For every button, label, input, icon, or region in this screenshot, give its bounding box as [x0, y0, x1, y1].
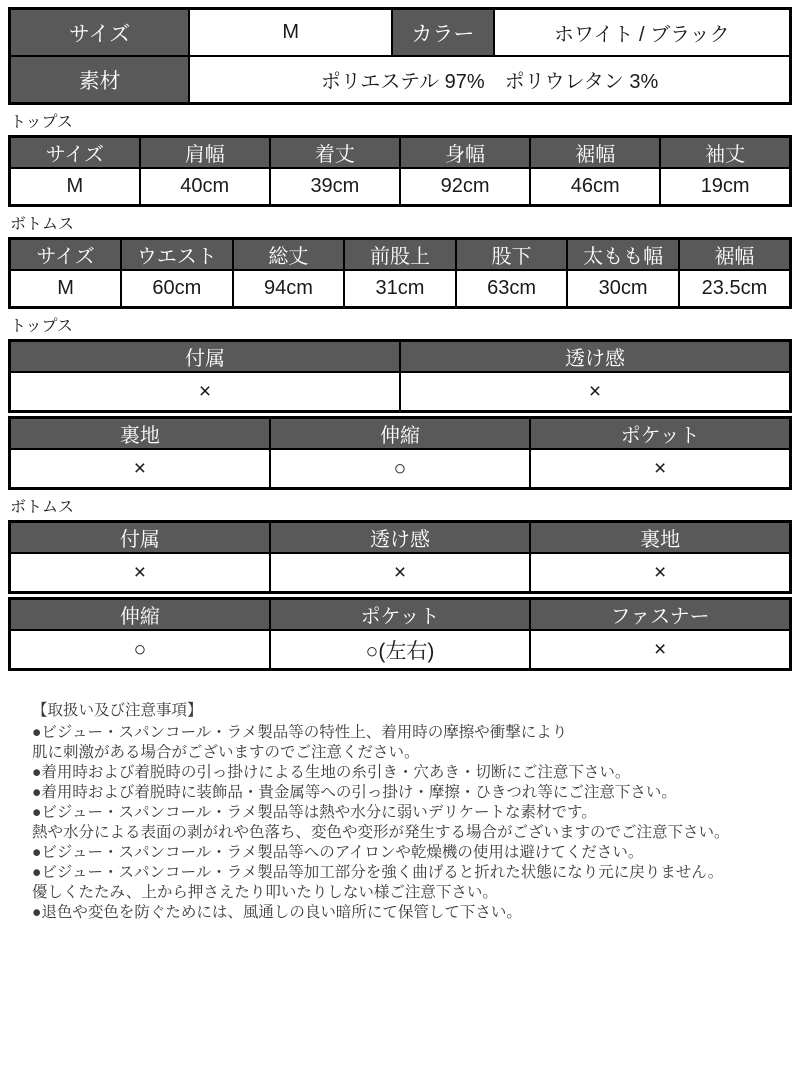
table-header-cell: 裾幅	[679, 239, 791, 271]
bottoms-features-header-row-1	[10, 522, 791, 554]
bottoms-size-table	[8, 237, 792, 309]
care-note-line: 肌に刺激がある場合がございますのでご注意ください。	[32, 744, 420, 761]
bottoms-features-value-row-2	[10, 630, 791, 670]
care-note-line: ●退色や変色を防ぐためには、風通しの良い暗所にて保管して下さい。	[32, 904, 522, 921]
care-note-line: ●ビジュー・スパンコール・ラメ製品等へのアイロンや乾燥機の使用は避けてください。	[32, 844, 644, 861]
table-value-cell: 46cm	[530, 168, 660, 206]
table-header-cell: 透け感	[270, 522, 530, 554]
care-note-line: ●着用時および着脱時に装飾品・貴金属等への引っ掛け・摩擦・ひきつれ等にご注意下さい。	[32, 784, 677, 801]
table-header-cell: 裾幅	[530, 137, 660, 169]
table-value-cell: 40cm	[140, 168, 270, 206]
table-header-cell: 付属	[10, 522, 270, 554]
table-value-cell: 31cm	[344, 270, 456, 308]
table-header-cell: 裏地	[530, 522, 790, 554]
size-header-cell: サイズ	[10, 9, 190, 57]
material-value-cell: ポリエステル 97% ポリウレタン 3%	[189, 56, 790, 104]
table-header-cell: ファスナー	[530, 599, 790, 631]
table-header-cell: ポケット	[270, 599, 530, 631]
tops-features-header-row-2	[10, 418, 791, 450]
bottoms-features-value-row-1	[10, 553, 791, 593]
table-header-cell: 着丈	[270, 137, 400, 169]
care-notes-title: 【取扱い及び注意事項】	[32, 702, 203, 719]
table-header-cell: 太もも幅	[567, 239, 679, 271]
table-header-cell: 付属	[10, 341, 401, 373]
tops-features-table-upper	[8, 339, 792, 413]
size-value-cell: M	[189, 9, 392, 57]
table-header-cell: 伸縮	[270, 418, 530, 450]
table-value-cell: 92cm	[400, 168, 530, 206]
tops-size-table	[8, 135, 792, 207]
table-value-cell: 60cm	[121, 270, 233, 308]
table-value-cell: ×	[530, 553, 790, 593]
table-header-cell: 肩幅	[140, 137, 270, 169]
table-header-cell: 裏地	[10, 418, 270, 450]
spec-row-size-color	[10, 9, 791, 57]
table-value-cell: ○(左右)	[270, 630, 530, 670]
tops-features-table-lower	[8, 416, 792, 490]
table-header-cell: ポケット	[530, 418, 790, 450]
care-note-line: ●ビジュー・スパンコール・ラメ製品等は熱や水分に弱いデリケートな素材です。	[32, 804, 597, 821]
table-header-cell: 股下	[456, 239, 568, 271]
care-note-line: 熱や水分による表面の剥がれや色落ち、変色や変形が発生する場合がございますのでご注意下さい。	[32, 824, 730, 841]
care-notes	[32, 701, 792, 923]
bottoms-size-section-label: ボトムス	[10, 216, 75, 233]
tops-size-section-label: トップス	[10, 114, 73, 131]
tops-features-section-label: トップス	[10, 318, 73, 335]
color-value-cell: ホワイト / ブラック	[494, 9, 791, 57]
bottoms-size-value-row	[10, 270, 791, 308]
table-value-cell: M	[10, 168, 140, 206]
table-value-cell: 39cm	[270, 168, 400, 206]
table-value-cell: ○	[10, 630, 270, 670]
care-note-line: ●ビジュー・スパンコール・ラメ製品等加工部分を強く曲げると折れた状態になり元に戻りません。	[32, 864, 724, 881]
table-value-cell: 63cm	[456, 270, 568, 308]
tops-features-header-row-1	[10, 341, 791, 373]
table-value-cell: ×	[270, 553, 530, 593]
tops-size-header-row	[10, 137, 791, 169]
table-header-cell: 透け感	[400, 341, 791, 373]
table-value-cell: ×	[530, 630, 790, 670]
tops-size-value-row	[10, 168, 791, 206]
table-value-cell: ×	[10, 449, 270, 489]
table-value-cell: ×	[10, 553, 270, 593]
table-value-cell: ×	[10, 372, 401, 412]
table-header-cell: サイズ	[10, 137, 140, 169]
material-header-cell: 素材	[10, 56, 190, 104]
tops-features-value-row-1	[10, 372, 791, 412]
table-value-cell: 19cm	[660, 168, 790, 206]
table-header-cell: ウエスト	[121, 239, 233, 271]
care-note-line: ●着用時および着脱時の引っ掛けによる生地の糸引き・穴あき・切断にご注意下さい。	[32, 764, 631, 781]
bottoms-features-section-label: ボトムス	[10, 499, 75, 516]
tops-features-value-row-2	[10, 449, 791, 489]
table-value-cell: 94cm	[233, 270, 345, 308]
table-header-cell: 総丈	[233, 239, 345, 271]
bottoms-size-header-row	[10, 239, 791, 271]
spec-row-material	[10, 56, 791, 104]
color-header-cell: カラー	[392, 9, 494, 57]
table-value-cell: 23.5cm	[679, 270, 791, 308]
table-value-cell: M	[10, 270, 122, 308]
care-note-line: ●ビジュー・スパンコール・ラメ製品等の特性上、着用時の摩擦や衝撃により	[32, 724, 568, 741]
bottoms-features-table-lower	[8, 597, 792, 671]
table-value-cell: ○	[270, 449, 530, 489]
bottoms-features-header-row-2	[10, 599, 791, 631]
table-header-cell: 伸縮	[10, 599, 270, 631]
table-header-cell: 袖丈	[660, 137, 790, 169]
table-value-cell: ×	[530, 449, 790, 489]
table-value-cell: 30cm	[567, 270, 679, 308]
spec-table	[8, 7, 792, 105]
care-note-line: 優しくたたみ、上から押さえたり叩いたりしない様ご注意下さい。	[32, 884, 498, 901]
table-header-cell: サイズ	[10, 239, 122, 271]
table-value-cell: ×	[400, 372, 791, 412]
table-header-cell: 身幅	[400, 137, 530, 169]
bottoms-features-table-upper	[8, 520, 792, 594]
table-header-cell: 前股上	[344, 239, 456, 271]
